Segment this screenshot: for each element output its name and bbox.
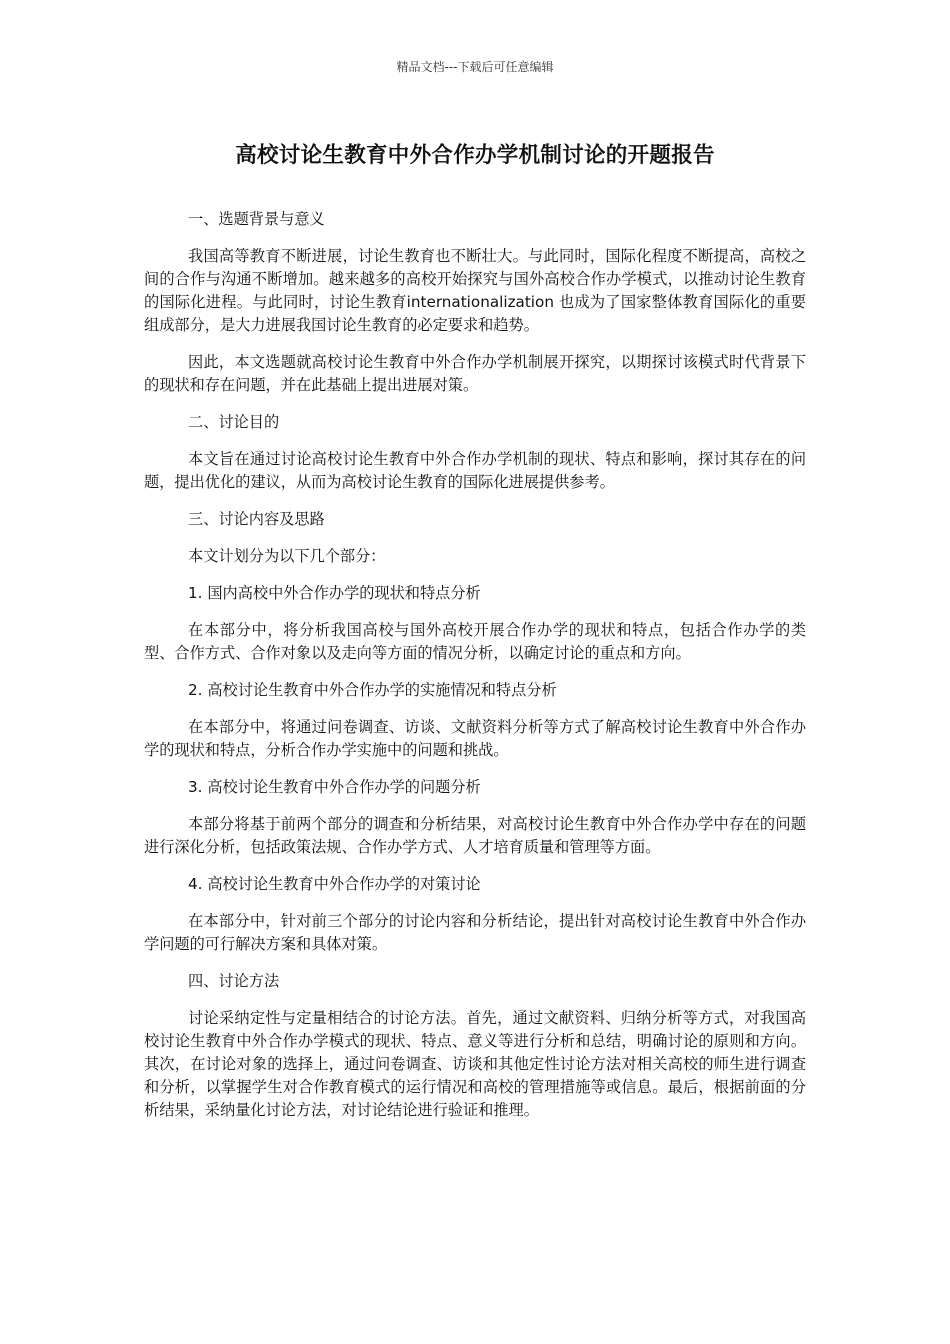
body-paragraph: 在本部分中，针对前三个部分的讨论内容和分析结论，提出针对高校讨论生教育中外合作办学问题的可行解决方案和具体对策。 xyxy=(144,912,806,953)
section-heading: 四、讨论方法 xyxy=(188,972,280,990)
header-note: 精品文档---下载后可任意编辑 xyxy=(396,60,554,74)
subsection-title: 4. 高校讨论生教育中外合作办学的对策讨论 xyxy=(188,875,481,893)
subsection-title: 2. 高校讨论生教育中外合作办学的实施情况和特点分析 xyxy=(188,681,557,699)
body-paragraph: 我国高等教育不断进展，讨论生教育也不断壮大。与此同时，国际化程度不断提高，高校之间的合作与沟通不断增加。越来越多的高校开始探究与国外高校合作办学模式，以推动讨论生教育的国际化进程。与此同时，讨论生教育internationalization 也成为了国家整体教育国际化的重要组成部分，是大力进展我国讨论生教育的必定要求和趋势。 xyxy=(144,247,806,334)
section-heading: 一、选题背景与意义 xyxy=(188,210,325,228)
section-heading: 二、讨论目的 xyxy=(188,413,280,431)
subsection-title: 3. 高校讨论生教育中外合作办学的问题分析 xyxy=(188,778,481,796)
body-paragraph: 因此，本文选题就高校讨论生教育中外合作办学机制展开探究，以期探讨该模式时代背景下的现状和存在问题，并在此基础上提出进展对策。 xyxy=(144,353,806,394)
section-heading: 三、讨论内容及思路 xyxy=(188,510,325,528)
body-paragraph: 本文旨在通过讨论高校讨论生教育中外合作办学机制的现状、特点和影响，探讨其存在的问题，提出优化的建议，从而为高校讨论生教育的国际化进展提供参考。 xyxy=(144,450,806,491)
section-intro: 本文计划分为以下几个部分： xyxy=(188,547,386,565)
body-paragraph: 讨论采纳定性与定量相结合的讨论方法。首先，通过文献资料、归纳分析等方式，对我国高校讨论生教育中外合作办学模式的现状、特点、意义等进行分析和总结，明确讨论的原则和方向。其次，在讨论对象的选择上，通过问卷调查、访谈和其他定性讨论方法对相关高校的师生进行调查和分析，以掌握学生对合作教育模式的运行情况和高校的管理措施等或信息。最后，根据前面的分析结果，采纳量化讨论方法，对讨论结论进行验证和推理。 xyxy=(144,1009,806,1119)
document-body xyxy=(144,208,806,1136)
document-title: 高校讨论生教育中外合作办学机制讨论的开题报告 xyxy=(235,143,715,168)
body-paragraph: 本部分将基于前两个部分的调查和分析结果，对高校讨论生教育中外合作办学中存在的问题进行深化分析，包括政策法规、合作办学方式、人才培育质量和管理等方面。 xyxy=(144,815,806,856)
body-paragraph: 在本部分中，将分析我国高校与国外高校开展合作办学的现状和特点，包括合作办学的类型、合作方式、合作对象以及走向等方面的情况分析，以确定讨论的重点和方向。 xyxy=(144,621,806,662)
body-paragraph: 在本部分中，将通过问卷调查、访谈、文献资料分析等方式了解高校讨论生教育中外合作办学的现状和特点，分析合作办学实施中的问题和挑战。 xyxy=(144,718,806,759)
subsection-title: 1. 国内高校中外合作办学的现状和特点分析 xyxy=(188,584,481,602)
